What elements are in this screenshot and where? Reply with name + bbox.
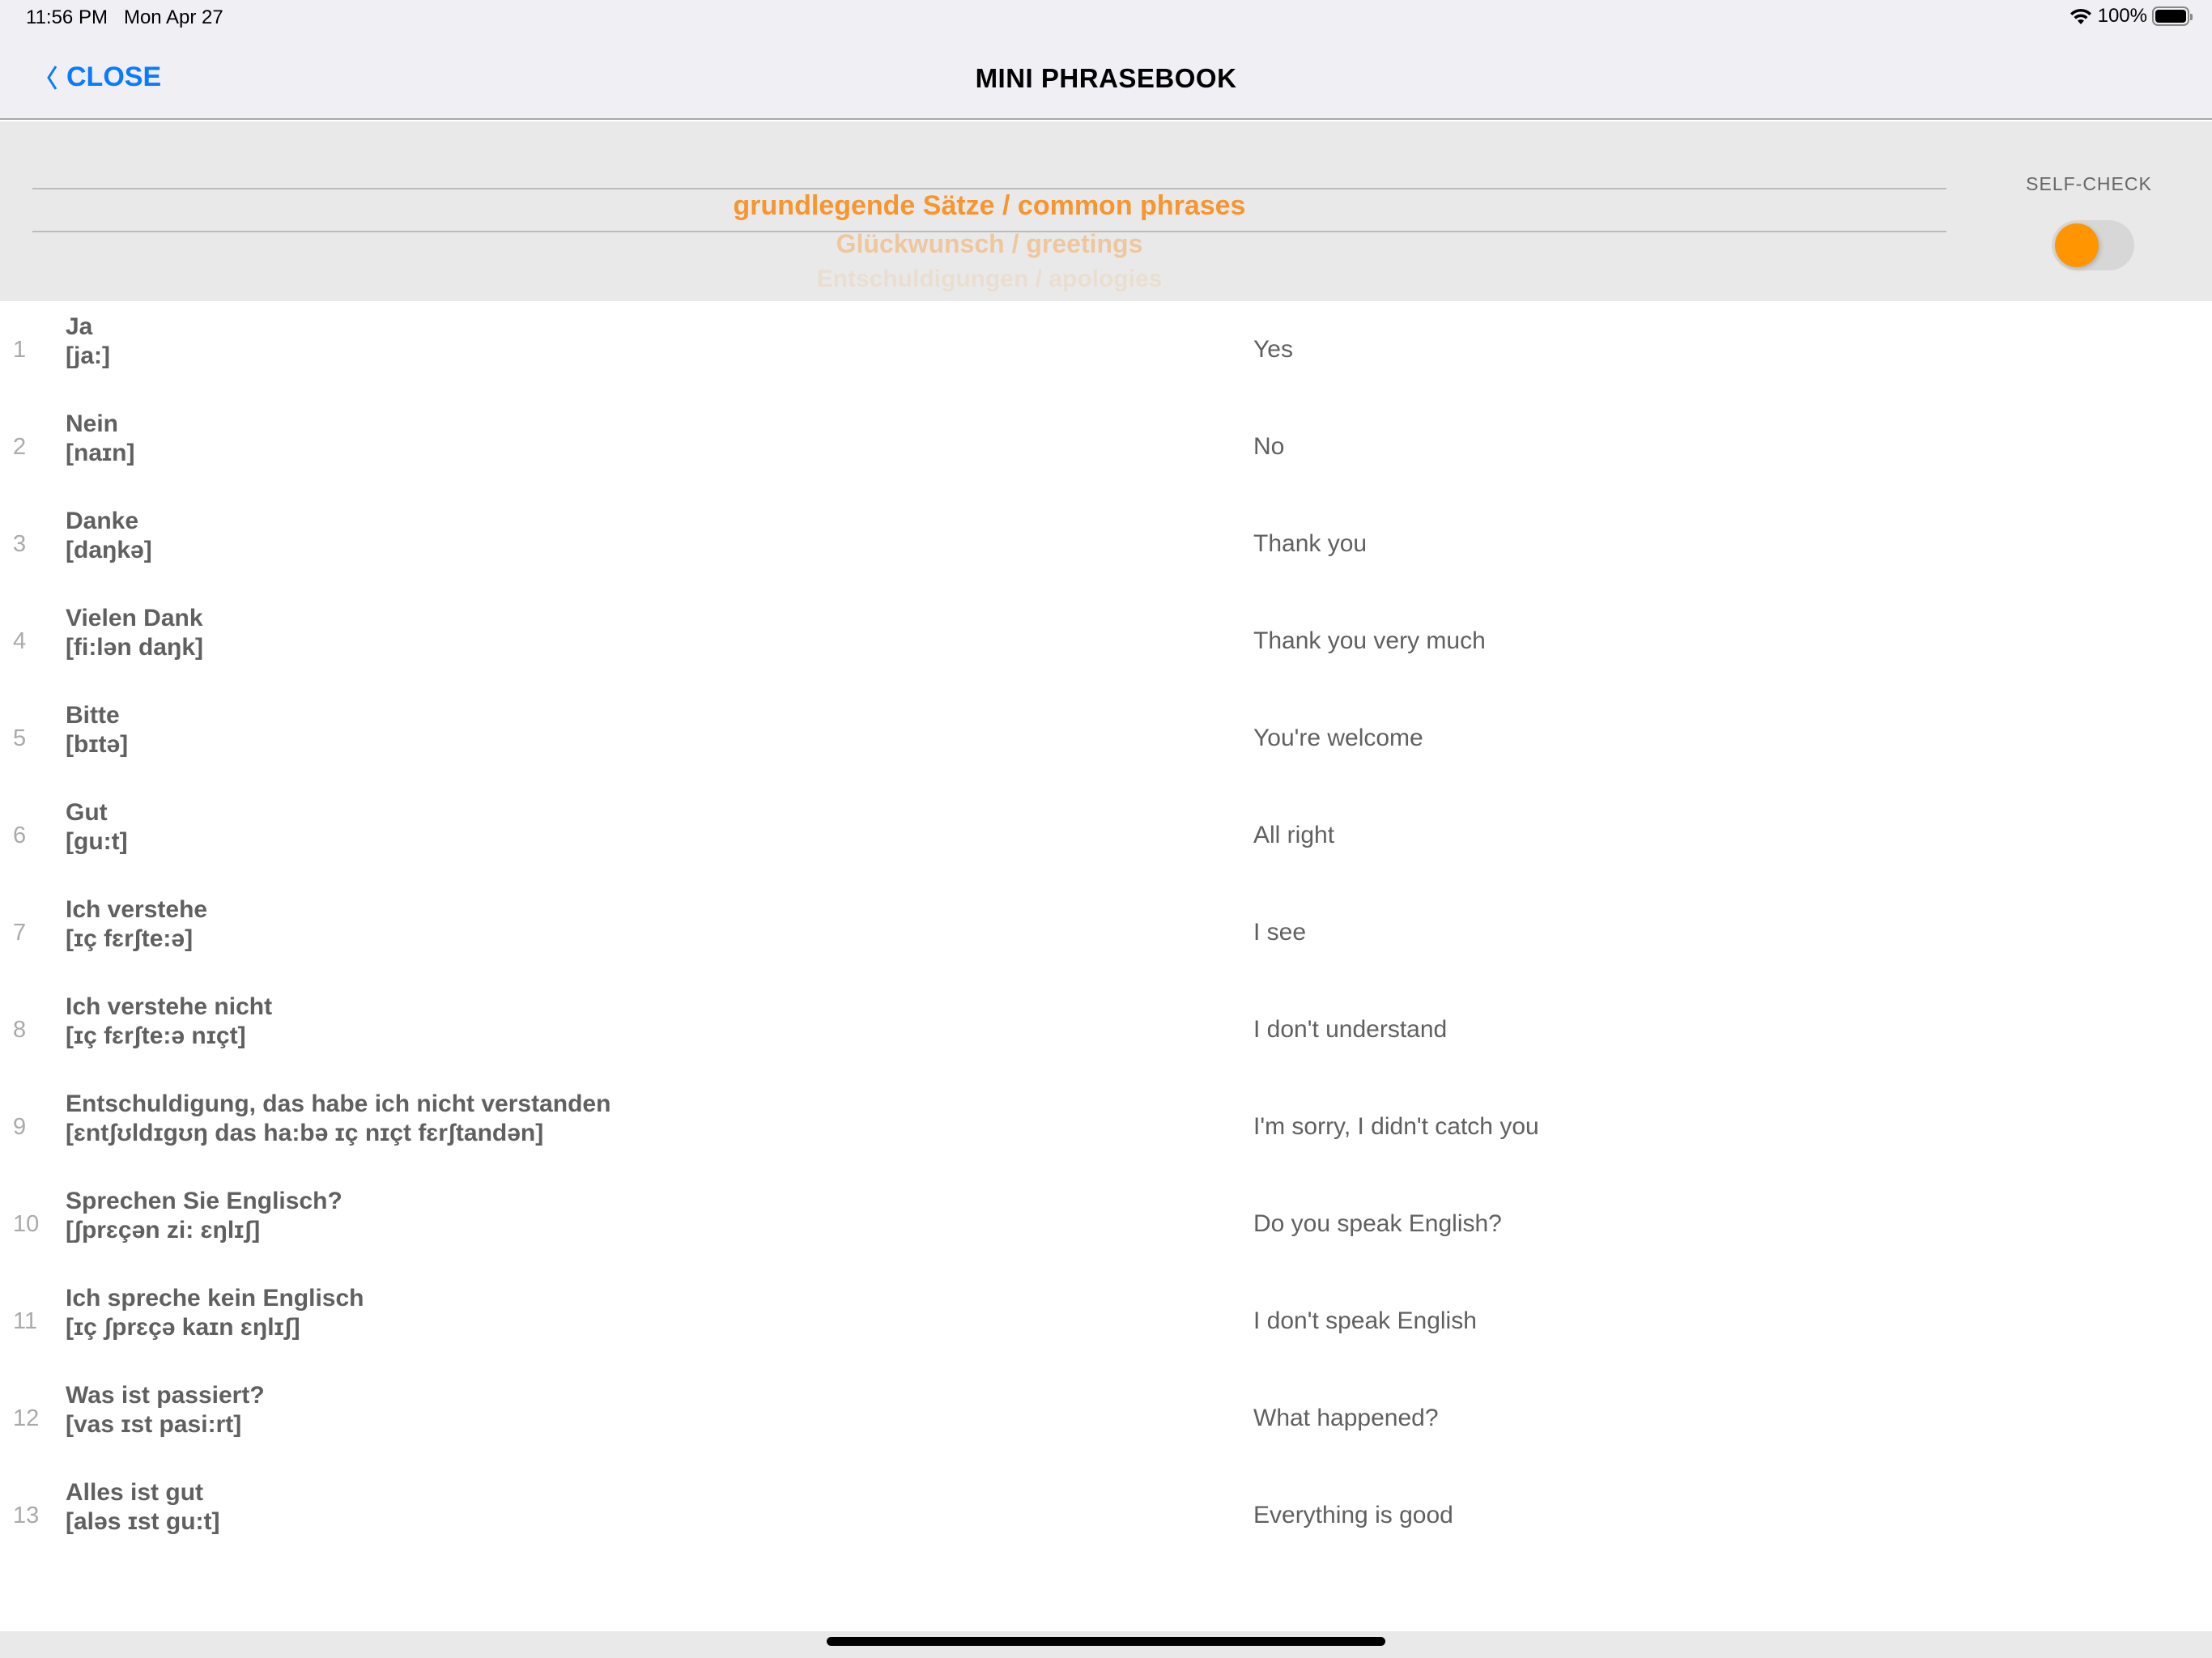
phrase-row[interactable] [0,398,2212,495]
row-number: 3 [13,530,27,557]
english-translation: I don't understand [1253,1016,1448,1043]
phrase-row[interactable] [0,1467,2212,1564]
row-number: 2 [13,433,27,460]
german-phrase: Ich verstehe nicht [ɪç fɛrʃte:ə nɪçt] [66,993,273,1049]
picker-item-selected[interactable]: grundlegende Sätze / common phrases [733,190,1246,221]
german-phrase: Alles ist gut [aləs ɪst gu:t] [66,1479,220,1535]
wifi-icon [2069,6,2093,26]
german-phrase: Nein [naɪn] [66,410,135,466]
picker-item[interactable]: Glückwunsch / greetings [836,229,1143,258]
phrase-list [0,301,2212,1564]
status-indicators [2069,5,2189,28]
battery-icon [2152,6,2189,26]
row-number: 8 [13,1016,27,1043]
phrase-row[interactable] [0,981,2212,1078]
date-text: Mon Apr 27 [123,6,223,28]
picker-selection-top-line [32,188,1946,189]
phrase-row[interactable] [0,495,2212,593]
phrase-row[interactable] [0,1078,2212,1175]
phrase-row[interactable] [0,593,2212,690]
pronunciation: [daŋkə] [66,537,152,563]
pronunciation: [ɪç fɛrʃte:ə nɪçt] [66,1022,246,1049]
german-phrase: Was ist passiert? [vas ɪst pasi:rt] [66,1382,265,1438]
english-translation: Thank you [1253,530,1368,557]
german-phrase: Ich verstehe [ɪç fɛrʃte:ə] [66,896,208,952]
german-phrase: Gut [gu:t] [66,799,128,855]
pronunciation: [bɪtə] [66,731,129,758]
toggle-knob [2055,223,2099,267]
english-translation: I don't speak English [1253,1307,1477,1334]
phrase-row[interactable] [0,787,2212,884]
pronunciation: [ja:] [66,342,110,369]
phrase-row[interactable] [0,1273,2212,1370]
pronunciation: [gu:t] [66,828,128,855]
english-translation: I'm sorry, I didn't catch you [1253,1113,1539,1140]
row-number: 4 [13,627,27,654]
category-picker[interactable] [32,121,1946,301]
pronunciation: [ɪç fɛrʃte:ə] [66,925,194,952]
status-time [26,6,223,29]
self-check-label: SELF-CHECK [2026,173,2152,194]
close-label: CLOSE [66,62,162,92]
time-text: 11:56 PM [26,6,108,28]
status-bar [0,0,2212,39]
pronunciation: [ʃprɛçən zi: ɛŋlɪʃ] [66,1217,261,1244]
german-phrase: Danke [daŋkə] [66,508,152,563]
navigation-bar [0,39,2212,120]
row-number: 5 [13,725,27,751]
phrase-row[interactable] [0,690,2212,787]
german-phrase: Sprechen Sie Englisch? [ʃprɛçən zi: ɛŋlɪʃ] [66,1188,342,1244]
english-translation: Thank you very much [1253,627,1486,654]
battery-percent: 100% [2097,5,2147,27]
pronunciation: [naɪn] [66,440,135,466]
german-phrase: Bitte [bɪtə] [66,702,129,758]
pronunciation: [ɪç ʃprɛçə kaɪn ɛŋlɪʃ] [66,1314,300,1341]
german-phrase: Entschuldigung, das habe ich nicht verstanden [ɛntʃʊldɪgʊŋ das ha:bə ɪç nɪçt fɛrʃtandən] [66,1090,611,1146]
row-number: 9 [13,1113,27,1140]
row-number: 10 [13,1210,40,1237]
phrase-row[interactable] [0,1370,2212,1467]
row-number: 1 [13,336,27,363]
self-check-toggle[interactable] [2052,220,2134,270]
picker-item[interactable]: Entschuldigungen / apologies [816,266,1163,292]
english-translation: Everything is good [1253,1502,1453,1528]
english-translation: I see [1253,919,1307,946]
english-translation: Do you speak English? [1253,1210,1502,1237]
german-phrase: Ja [ja:] [66,313,110,369]
row-number: 6 [13,822,27,848]
row-number: 12 [13,1405,40,1431]
row-number: 7 [13,919,27,946]
row-number: 11 [13,1307,38,1334]
english-translation: Yes [1253,336,1293,363]
phrase-row[interactable] [0,1175,2212,1273]
row-number: 13 [13,1502,40,1528]
category-picker-area [0,121,2212,301]
pronunciation: [aləs ɪst gu:t] [66,1508,220,1535]
pronunciation: [ɛntʃʊldɪgʊŋ das ha:bə ɪç nɪçt fɛrʃtandən] [66,1120,544,1146]
page-title: MINI PHRASEBOOK [975,63,1237,93]
english-translation: What happened? [1253,1405,1439,1431]
pronunciation: [fi:lən daŋk] [66,634,203,661]
home-indicator[interactable] [827,1637,1385,1646]
phrase-row[interactable] [0,301,2212,398]
bottom-bar [0,1631,2212,1658]
german-phrase: Ich spreche kein Englisch [ɪç ʃprɛçə kaɪn ɛŋlɪʃ] [66,1285,364,1341]
pronunciation: [vas ɪst pasi:rt] [66,1411,242,1438]
english-translation: You're welcome [1253,725,1423,751]
phrase-row[interactable] [0,884,2212,981]
english-translation: All right [1253,822,1335,848]
english-translation: No [1253,433,1285,460]
german-phrase: Vielen Dank [fi:lən daŋk] [66,605,203,661]
